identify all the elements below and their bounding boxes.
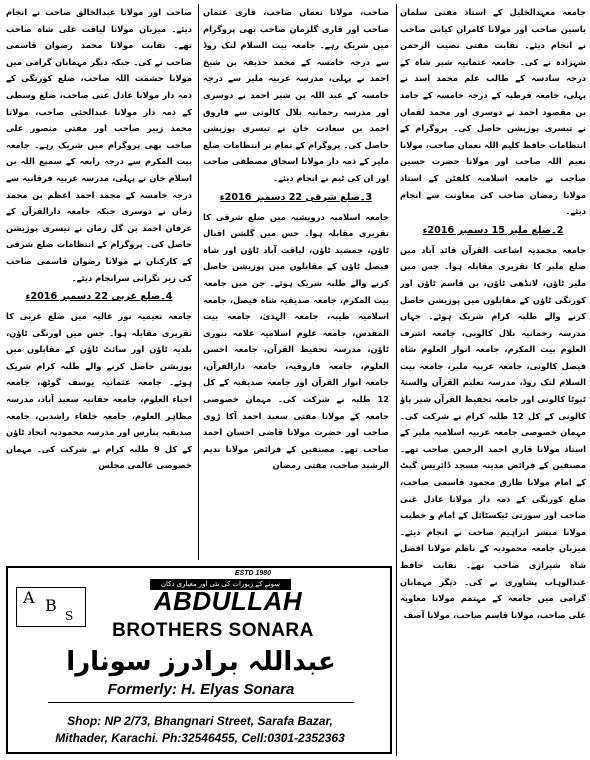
article-paragraph: جامعہ اسلامیہ درویشیہ میں ضلع شرقی کا تقریری مقابلہ ہوا۔ جس میں گلشن اقبال ٹاؤن، جمشید ٹاؤن، لیاقت آباد ٹاؤن اور شاہ فیصل ٹاؤن کے مقابلوں میں پوزیشن حاصل کرنے والے طلبہ شریک ہوئے۔ جن میں جامعہ بیت المکرم، جامعہ صدیقیہ شاہ فیصل، جامعہ اسلامیہ طیبہ، جامعہ الہدیٰ، جامعہ بیت المقدس، جامعہ علوم اسلامیہ علامہ بنوری ٹاؤن، مدرسہ تحفیظ القرآن، جامعہ احسن العلوم، جامعہ فاروقیہ، جامعہ دارالقرآن، جامعہ انوار القرآن اور جامعہ صدیقیہ کے کل 12 طلبہ نے شرکت کی۔ مہمان خصوصی جامعہ کے مولانا مفتی سعید احمد آکا ڑوی صاحب اور حضرت مولانا قاضی احسان احمد صاحب تھے۔ مصنفین کے فرائض مولانا ندیم الرشید صاحب، مفتی رمضان [203,211,389,471]
logo-letter-b: B [45,596,57,615]
logo-letter-s: S [65,609,74,623]
logo-letter-a: A [23,588,35,607]
article-paragraph: صاحب اور مولانا عبدالخالق صاحب نے انجام دیئے۔ میزبان مولانا لیاقت علی شاہ صاحب تھے۔ نقابت مولانا محمد رضوان قاسمی صاحب نے کی۔ جبکہ دیگر مہمانان گرامی میں مولانا حشمت اللہ صاحب، ضلع کورنگی کے ذمہ دار مولانا عادل غنی صاحب، ضلع وسطی کے ذمہ دار مولانا عبدالحئی صاحب، مولانا محمد زبیر صاحب اور مفتی منصور علی صاحب بھی پروگرام میں شریک رہے۔ جامعہ بیت المکرم سے درجہ رابعہ کے سمیع اللہ بن اسلام خان نے پہلی، مدرسہ عربیہ فرقانیہ سے درجہ خامسہ کے محمد احمد اعظم بن محمد زمان نے دوسری جبکہ جامعہ دارالقرآن کے عرفان احمد بن گل زمان نے تیسری پوزیشن حاصل کی۔ پروگرام کے انتظامات ضلع شرقی کے کارکنان نے مولانا رضوان قاسمی صاحب کی زیر نگرانی سرانجام دیئے۔ [6,7,192,283]
ad-formerly: Formerly: H. Elyas Sonara [107,681,295,698]
article-paragraph: صاحب، مولانا نعمان صاحب، قاری عثمان صاحب اور قاری گلزمان صاحب بھی پروگرام میں شریک رہے۔ جامعہ بیت السلام لنک روڈ سے درجہ خامسہ کے محمد حذیفہ بن شیخ احمد نے پہلی، مدرسہ عربیہ ملیر سے درجہ خامسہ کے عبد اللہ بن شیر احمد نے دوسری اور مدرسہ رحمانیہ بلال کالونی سے فاروق احمد بن سعادت خان نے تیسری پوزیشن حاصل کی۔ پروگرام کے تمام تر انتظامات ضلع ملیر کے ذمہ دار مولانا اسحاق مصطفی صاحب اور ان کی ٹیم نے انجام دیئے۔ [203,7,389,183]
section-heading-sharqi: 3۔ضلع شرقی 22 دسمبر 2016ء [219,191,373,203]
section-heading-malir: 2۔ضلع ملیر 15 دسمبر 2016ء [422,224,564,236]
article-paragraph: جامعہ معہدالخلیل کے استاذ مفتی سلمان یاسین صاحب اور مولانا کامران کیانی صاحب نے انجام دیئے۔ نقابت مفتی نصیب الرحمن شہزادہ نے کی۔ جامعہ عثمانیہ شیر شاہ کے درجہ سادسہ کے طالب علم محمد اسد نے پہلی، جامعہ قرطبہ کے درجہ خامسہ کے حامد بن مقصود احمد نے دوسری اور محمد لقمان نے تیسری پوزیشن حاصل کی۔ پروگرام کے انتظامات حافظ کلیم اللہ نعمان صاحب، مولانا نعیم اللہ صاحب اور مولانا حضرت حسین صاحب نے جامعہ اسلامیہ کلفٹن کے استاذ مولانا رمضان صاحب کی معاونت سے انجام دیئے۔ [400,7,586,217]
section-heading-gharbi: 4۔ضلع غربی 22 دسمبر 2016ء [25,291,173,303]
column-middle [203,4,389,562]
column-divider [396,4,397,756]
article-paragraph: جامعہ محمدیہ اشاعت القرآن قائد آباد میں ضلع ملیر کا تقریری مقابلہ ہوا۔ جس میں ملیر ٹاؤن، لانڈھی ٹاؤن، بن قاسم ٹاؤن اور کورنگی ٹاؤن کے مقابلوں میں پوزیشن حاصل کرنے والے طلبہ کرام شریک ہوئے۔ جہاں مدرسہ رحمانیہ بلال کالونی، جامعہ اشرف العلوم بیت المکرم، جامعہ انوار العلوم شاہ فیصل کالونی، جامعہ عربیہ ملیر، جامعہ بیت السلام لنک روڈ، مدرسہ تعلیم القرآن والسنۃ ٹیوٹا کالونی اور جامعہ تحفیظ القرآن شیر پاؤ کالونی کے کل 12 طلبہ کرام نے شرکت کی۔ مہمان خصوصی جامعہ عربیہ اسلامیہ ملیر کے استاذ مولانا قاری احمد الرحمن صاحب تھے۔ مصنفین کے فرائض مدینہ مسجد ڈائریس گیٹ کے امام مولانا طارق محمود قاسمی صاحب، ضلع کورنگی کے ذمہ دار مولانا عادل غنی صاحب اور سورتی ٹیکسٹائل کے امام و خطیب مولانا مبشر ابراہیم صاحب نے انجام دیئے۔ میزبان جامعہ محمودیہ کے ناظم مولانا افضل شاہ شیرازی صاحب تھے۔ نقابت حافظ عبدالوہاب پشاوری نے کی۔ دیگر مہمانان گرامی میں جامعہ کے مہتمم مولانا معاویہ علی صاحب، مولانا قاسم صاحب، مولانا آصف [400,244,586,620]
column-divider [198,4,199,560]
ad-divider [48,702,354,703]
ad-address [14,713,386,747]
ad-business-subname: BROTHERS SONARA [112,620,314,641]
ad-urdu-name: عبداللہ برادرز سونارا [66,647,336,677]
ad-address-line2: Mithader, Karachi. Ph:32546455, Cell:0301-2352363 [55,731,345,745]
column-right [400,4,586,756]
ad-established-year: ESTD 1980 [234,570,272,577]
ad-address-line1: Shop: NP 2/73, Bhangnari Street, Sarafa Bazar, [67,714,333,728]
ad-slogan: سونے کے زیورات کی نئی اور معیاری دکان [150,579,291,590]
article-paragraph: جامعہ نعیمیہ نور عالیہ میں ضلع غربی کا تقریری مقابلہ ہوا۔ جس میں اورنگی ٹاؤن، بلدیہ ٹاؤن اور سائٹ ٹاؤن کے مقابلوں میں پوزیشن حاصل کرنے والے طلبہ کرام شریک ہوئے۔ جامعہ عثمانیہ یوسف گوٹھ، جامعہ احیاء العلوم، جامعہ حقانیہ سعید آباد، مدرسہ مظاہر العلوم، جامعہ خلفاء راشدین، جامعہ صدیقیہ بنارس اور مدرسہ محمودیہ اتحاد ٹاؤن کے کل 9 طلبہ کرام نے شرکت کی۔ مہمان خصوصی عالمی مجلس [6,311,192,471]
jeweller-advertisement [6,566,392,754]
ad-business-name: ABDULLAH [153,586,303,616]
column-left [6,4,192,562]
